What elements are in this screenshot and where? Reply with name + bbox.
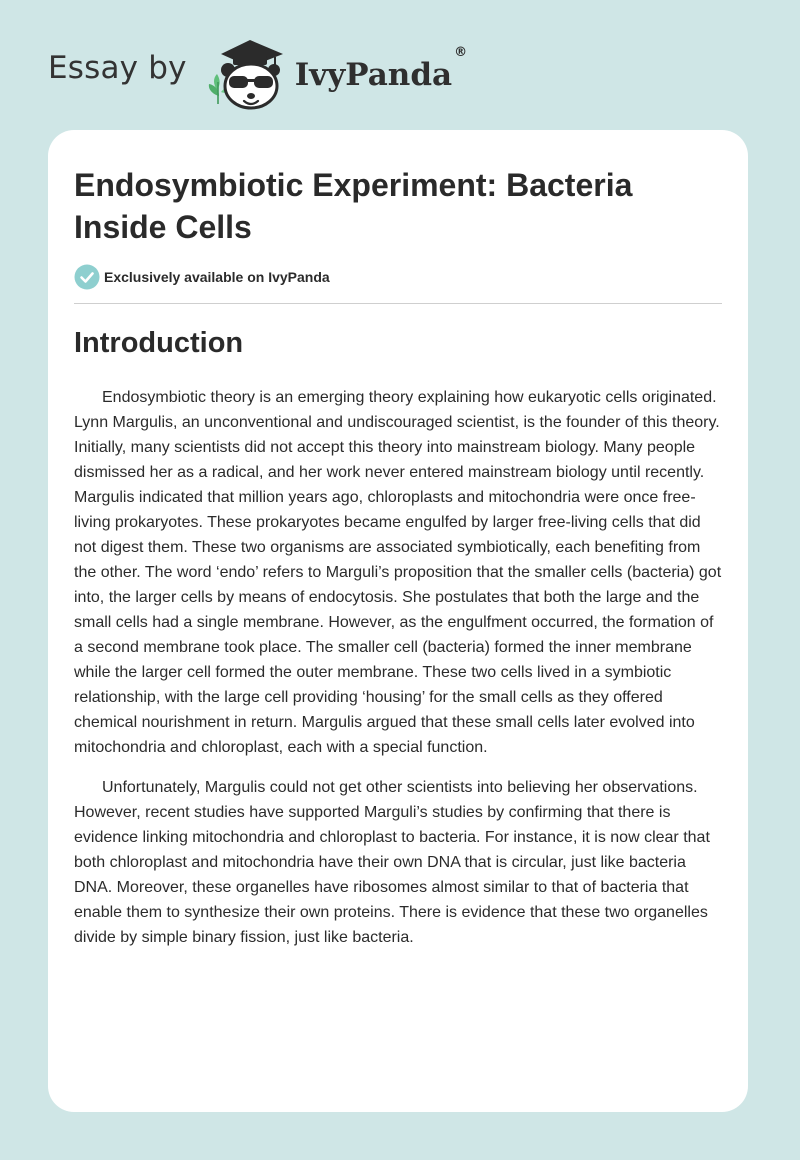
site-header [48, 34, 467, 114]
paragraph: Unfortunately, Margulis could not get other scientists into believing her observations. However, recent studies have supported Marguli’s studies by confirming that there is evidence linking mitochondria and chloroplast to bacteria. For instance, it is now clear that both chloroplast and mitochondria have their own DNA that is circular, just like bacteria DNA. Moreover, these organelles have ribosomes almost similar to that of bacteria that enable them to synthesize their own proteins. There is evidence that these two organelles divide by simple binary fission, just like bacteria. [74, 779, 710, 946]
brand-prefix: Essay by [48, 50, 187, 86]
divider [74, 303, 722, 304]
check-circle-icon [74, 264, 100, 290]
exclusive-label: Exclusively available on IvyPanda [104, 269, 330, 285]
article-title: Endosymbiotic Experiment: Bacteria Inside Cells [74, 167, 633, 245]
exclusive-badge [74, 264, 330, 290]
brand-name-text: IvyPanda [294, 57, 453, 93]
article-body [74, 385, 724, 965]
panda-graduate-icon[interactable] [203, 34, 293, 114]
article-card [48, 130, 748, 1112]
brand-name[interactable] [294, 45, 468, 93]
registered-mark: ® [454, 45, 468, 60]
paragraph: Endosymbiotic theory is an emerging theory explaining how eukaryotic cells originated. Lynn Margulis, an unconventional and undiscouraged scientist, is the founder of this theory. Initially, many scientists did not accept this theory into mainstream biology. Many people dismissed her as a radical, and her work never entered mainstream biology until recently. Margulis indicated that million years ago, chloroplasts and mitochondria were once free-living prokaryotes. These prokaryotes became engulfed by larger free-living cells that did not digest them. These two organisms are associated symbiotically, each benefiting from the other. The word ‘endo’ refers to Marguli’s proposition that the smaller cells (bacteria) got into, the larger cells by means of endocytosis. She postulates that both the large and the small cells had a single membrane. However, as the engulfment occurred, the formation of a second membrane took place. The smaller cell (bacteria) formed the inner membrane while the larger cell formed the outer membrane. These two cells lived in a symbiotic relationship, with the large cell providing ‘housing’ for the small cells as they offered chemical nourishment in return. Margulis argued that these small cells later evolved into mitochondria and chloroplast, each with a special function. [74, 389, 722, 756]
section-heading: Introduction [74, 327, 244, 359]
